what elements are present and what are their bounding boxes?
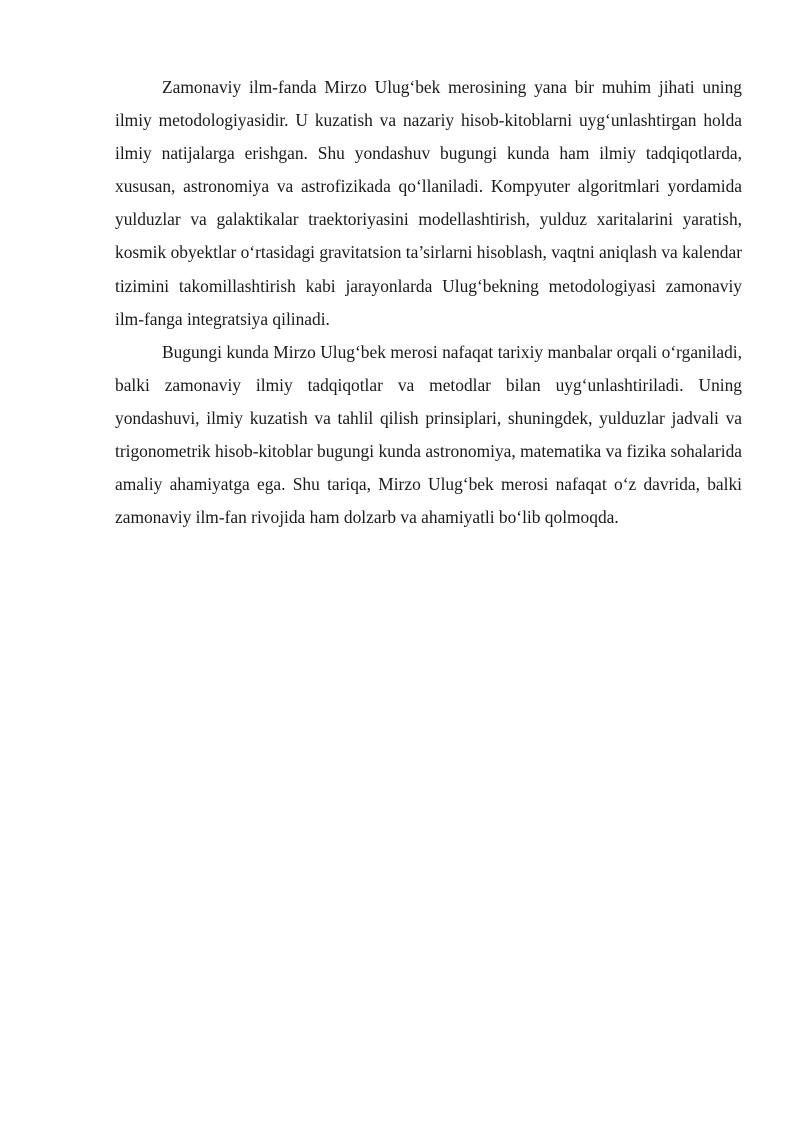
paragraph: Bugungi kunda Mirzo Ulug‘bek merosi nafaqat tarixiy manbalar orqali o‘rganiladi, balki zamonaviy ilmiy tadqiqotlar va metodlar bilan uyg‘unlashtiriladi. Uning yondashuvi, ilmiy kuzatish va tahlil qilish prinsiplari, shuningdek, yulduzlar jadvali va trigonometrik hisob-kitoblar bugungi kunda astronomiya, matematika va fizika sohalarida amaliy ahamiyatga ega. Shu tariqa, Mirzo Ulug‘bek merosi nafaqat o‘z davrida, balki zamonaviy ilm-fan rivojida ham dolzarb va ahamiyatli bo‘lib qolmoqda. — [115, 341, 742, 528]
body-text — [115, 71, 742, 534]
paragraph: Zamonaviy ilm-fanda Mirzo Ulug‘bek merosining yana bir muhim jihati uning ilmiy metodologiyasidir. U kuzatish va nazariy hisob-kitoblarni uyg‘unlashtirgan holda ilmiy natijalarga erishgan. Shu yondashuv bugungi kunda ham ilmiy tadqiqotlarda, xususan, astronomiya va astrofizikada qo‘llaniladi. Kompyuter algoritmlari yordamida yulduzlar va galaktikalar traektoriyasini modellashtirish, yulduz xaritalarini yaratish, kosmik obyektlar o‘rtasidagi gravitatsion ta’sirlarni hisoblash, vaqtni aniqlash va kalendar tizimini takomillashtirish kabi jarayonlarda Ulug‘bekning metodologiyasi zamonaviy ilm-fanga integratsiya qilinadi. — [115, 77, 742, 329]
